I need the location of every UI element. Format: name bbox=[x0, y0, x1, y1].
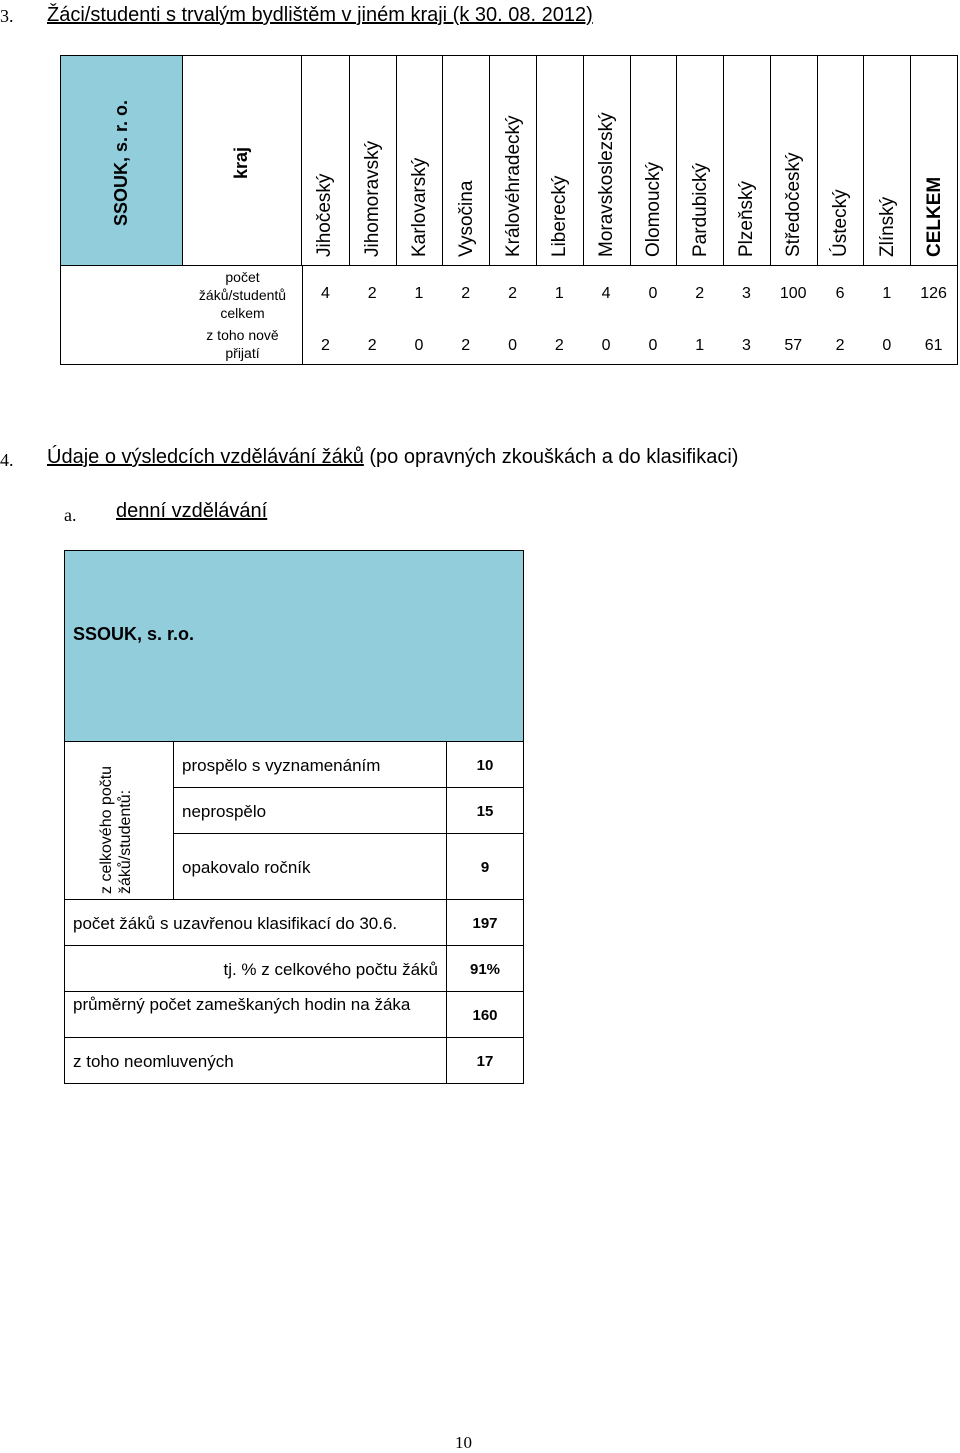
region-label: Pardubický bbox=[689, 163, 711, 257]
row2-value: 2 bbox=[835, 337, 845, 354]
region-header-0 bbox=[302, 56, 349, 265]
table2-school-header bbox=[64, 550, 524, 742]
region-header-12 bbox=[863, 56, 910, 265]
row2-value: 2 bbox=[461, 337, 471, 354]
percent-label: tj. % z celkového počtu žáků bbox=[223, 960, 438, 979]
row1-label-line: počet bbox=[225, 269, 260, 285]
region-label: Plzeňský bbox=[736, 180, 758, 257]
row1-value: 1 bbox=[554, 285, 564, 302]
region-label: Středočeský bbox=[783, 152, 805, 257]
row2-label-line: přijatí bbox=[225, 345, 260, 361]
region-header-8 bbox=[676, 56, 723, 265]
row2-value: 2 bbox=[554, 337, 564, 354]
row1-value: 2 bbox=[695, 285, 705, 302]
row2-value: 57 bbox=[784, 337, 803, 354]
section-4-title-underlined: Údaje o výsledcích vzdělávání žáků bbox=[47, 446, 364, 468]
region-header-3 bbox=[442, 56, 489, 265]
region-header-9 bbox=[723, 56, 770, 265]
section-4-number: 4. bbox=[0, 450, 14, 470]
region-header-11 bbox=[817, 56, 864, 265]
subsection-title: denní vzdělávání bbox=[116, 500, 268, 522]
row2-label-line: z toho nově bbox=[206, 327, 279, 343]
table2-row-label-cell bbox=[64, 899, 447, 946]
row1-label bbox=[183, 268, 302, 322]
table2-value-cell bbox=[446, 991, 524, 1038]
row1-value: 126 bbox=[920, 285, 947, 302]
table2-row-label-cell bbox=[173, 833, 447, 900]
failed-value: 15 bbox=[476, 803, 494, 820]
table2-row-label-cell bbox=[64, 1037, 447, 1084]
row1-label-line: celkem bbox=[220, 305, 265, 321]
row1-value: 0 bbox=[648, 285, 658, 302]
honors-value: 10 bbox=[476, 757, 494, 774]
region-label: Vysočina bbox=[455, 180, 477, 257]
row2-value: 2 bbox=[320, 337, 330, 354]
region-header-2 bbox=[396, 56, 443, 265]
section-4-title-rest: (po opravných zkouškách a do klasifikaci) bbox=[363, 446, 739, 468]
row1-value: 6 bbox=[835, 285, 845, 302]
row1-value: 2 bbox=[461, 285, 471, 302]
table2-value-cell bbox=[446, 741, 524, 788]
table2-group-label bbox=[97, 766, 135, 894]
section-3-number: 3. bbox=[0, 6, 14, 26]
section-3-title: Žáci/studenti s trvalým bydlištěm v jiném kraji (k 30. 08. 2012) bbox=[47, 4, 593, 26]
region-label: Zlínský bbox=[876, 196, 898, 257]
unexcused-label: z toho neomluvených bbox=[73, 1052, 234, 1071]
row1-value: 3 bbox=[742, 285, 751, 302]
table2-value-cell bbox=[446, 1037, 524, 1084]
row1-label-line: žáků/studentů bbox=[198, 287, 287, 303]
table2-row-label-cell bbox=[173, 787, 447, 834]
row1-value: 4 bbox=[601, 285, 611, 302]
regions-table bbox=[60, 55, 958, 365]
closed-classification-value: 197 bbox=[472, 915, 498, 932]
row2-value: 2 bbox=[367, 337, 377, 354]
region-header-6 bbox=[583, 56, 630, 265]
region-label: Jihočeský bbox=[314, 173, 336, 257]
avg-hours-label: průměrný počet zameškaných hodin na žáka bbox=[73, 995, 411, 1014]
row1-value: 4 bbox=[320, 285, 330, 302]
table1-kraj-label: kraj bbox=[231, 146, 251, 179]
honors-label: prospělo s vyznamenáním bbox=[182, 756, 381, 775]
region-label: Moravskoslezský bbox=[596, 112, 618, 257]
failed-label: neprospělo bbox=[182, 802, 267, 821]
repeated-value: 9 bbox=[480, 859, 490, 876]
region-label: CELKEM bbox=[923, 176, 945, 257]
avg-hours-value: 160 bbox=[472, 1007, 498, 1024]
percent-value: 91% bbox=[469, 961, 501, 978]
region-header-5 bbox=[536, 56, 583, 265]
row2-value: 0 bbox=[601, 337, 611, 354]
row2-label bbox=[183, 326, 302, 362]
row1-value: 100 bbox=[779, 285, 807, 302]
region-label: Královéhradecký bbox=[502, 115, 524, 257]
row2-value: 0 bbox=[508, 337, 517, 354]
row2-value: 1 bbox=[695, 337, 705, 354]
row2-value: 0 bbox=[414, 337, 424, 354]
group-label-line: žáků/studentů: bbox=[117, 789, 134, 894]
header-divider bbox=[61, 265, 957, 266]
repeated-label: opakovalo ročník bbox=[182, 858, 311, 877]
group-label-line: z celkového počtu bbox=[98, 765, 115, 894]
row1-value: 2 bbox=[367, 285, 377, 302]
row2-value: 0 bbox=[882, 337, 892, 354]
row2-value: 61 bbox=[924, 337, 943, 354]
unexcused-value: 17 bbox=[476, 1053, 494, 1070]
row1-value: 1 bbox=[882, 285, 892, 302]
row2-value: 3 bbox=[742, 337, 751, 354]
table2-value-cell bbox=[446, 945, 524, 992]
table1-school-header bbox=[61, 56, 183, 265]
region-header-4 bbox=[489, 56, 536, 265]
region-header-1 bbox=[349, 56, 396, 265]
table1-kraj-header bbox=[183, 56, 302, 265]
table2-row-label-cell bbox=[173, 741, 447, 788]
region-header-10 bbox=[770, 56, 817, 265]
table2-group-cell bbox=[64, 741, 174, 900]
closed-classification-label: počet žáků s uzavřenou klasifikací do 30.6. bbox=[73, 914, 398, 933]
table2-value-cell bbox=[446, 787, 524, 834]
region-header-13 bbox=[910, 56, 957, 265]
row1-value: 1 bbox=[414, 285, 424, 302]
region-label: Jihomoravský bbox=[362, 140, 384, 257]
region-header-7 bbox=[630, 56, 677, 265]
row2-value: 0 bbox=[648, 337, 658, 354]
region-label: Karlovarský bbox=[408, 157, 430, 257]
row1-value: 2 bbox=[508, 285, 517, 302]
table2-value-cell bbox=[446, 833, 524, 900]
table2-value-cell bbox=[446, 899, 524, 946]
page-number: 10 bbox=[455, 1433, 472, 1452]
region-label: Olomoucký bbox=[642, 161, 664, 257]
section-4-title bbox=[47, 446, 738, 469]
subsection-letter: a. bbox=[64, 505, 77, 525]
region-label: Ústecký bbox=[830, 189, 852, 257]
table2-row-label-cell bbox=[64, 991, 447, 1038]
region-label: Liberecký bbox=[549, 175, 571, 257]
table2-school-label: SSOUK, s. r.o. bbox=[73, 624, 195, 644]
table2-row-label-cell bbox=[64, 945, 447, 992]
table1-school-label: SSOUK, s. r. o. bbox=[111, 99, 131, 226]
